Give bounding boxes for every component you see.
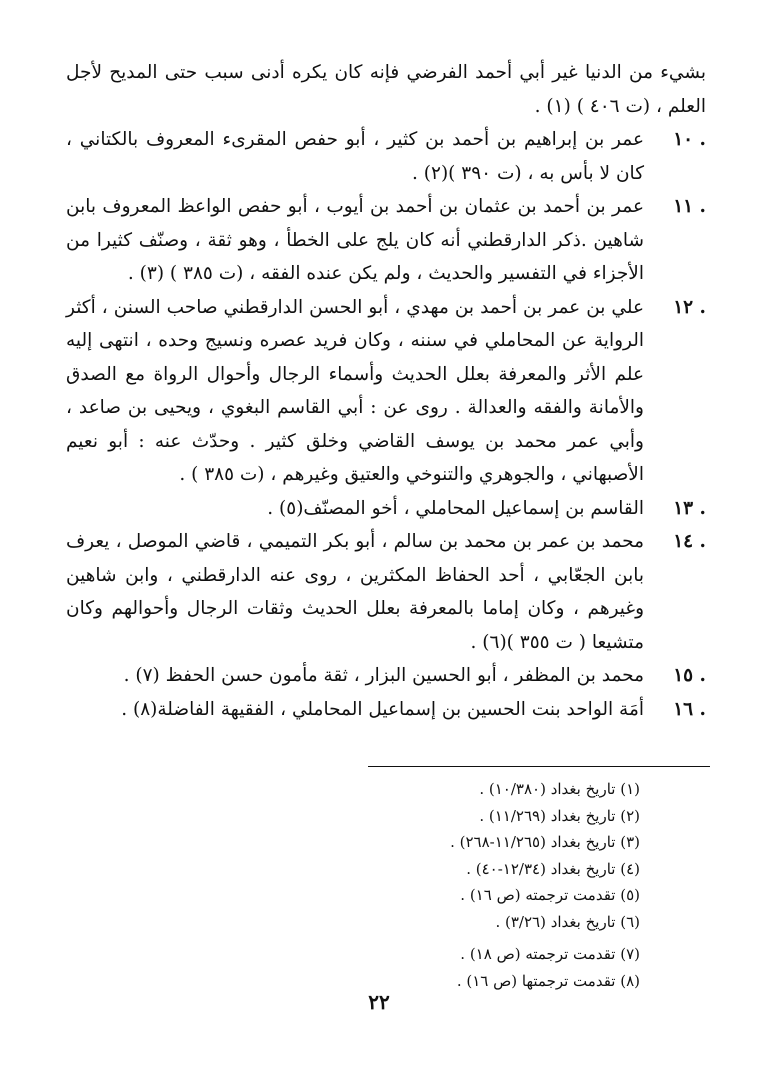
footnote-5: (٥) تقدمت ترجمته (ص ١٦) . xyxy=(460,886,640,904)
footnote-3: (٣) تاريخ بغداد (١١/٢٦٥-٢٦٨) . xyxy=(450,833,640,851)
entry-text: عمر بن أحمد بن عثمان بن أحمد بن أيوب ، أبو حفص الواعظ المعروف بابن شاهين .ذكر الدارقطني أنه كان يلج على الخطأ ، وهو ثقة ، وصنّف كثيرا من الأجزاء في التفسير والحديث ، ولم يكن عنده الفقه ، (ت ٣٨٥ ) (٣) . xyxy=(66,196,644,284)
footnote-1: (١) تاريخ بغداد (١٠/٣٨٠) . xyxy=(479,780,640,798)
footnote-2: (٢) تاريخ بغداد (١١/٢٦٩) . xyxy=(479,806,640,825)
entry-text: عمر بن إبراهيم بن أحمد بن كثير ، أبو حفص المقرىء المعروف بالكتاني ، كان لا بأس به ، (ت ٣٩٠ )(٢) . xyxy=(66,129,644,184)
entry-number: . ١٤ xyxy=(673,531,706,552)
footnote-separator xyxy=(368,766,710,767)
main-text xyxy=(66,56,706,726)
footnotes xyxy=(340,776,640,994)
entry-14 xyxy=(66,525,706,659)
entry-text: محمد بن المظفر ، أبو الحسين البزار ، ثقة مأمون حسن الحفظ (٧) . xyxy=(123,665,644,686)
entry-number: . ١٣ xyxy=(673,497,706,519)
entry-text: القاسم بن إسماعيل المحاملي ، أخو المصنّف(٥) . xyxy=(267,497,644,519)
entry-12 xyxy=(66,291,706,492)
entry-text: أمَة الواحد بنت الحسين بن إسماعيل المحاملي ، الفقيهة الفاضلة(٨) . xyxy=(121,698,644,720)
entry-text: محمد بن عمر بن محمد بن سالم ، أبو بكر التميمي ، قاضي الموصل ، يعرف بابن الجعّابي ، أحد الحفاظ المكثرين ، روى عنه الدارقطني ، وابن شاهين وغيرهم ، وكان إماما بالمعرفة بعلل الحديث وثقات الرجال وأحوالهم وكان متشيعا ( ت ٣٥٥ )(٦) . xyxy=(66,531,644,653)
entry-11 xyxy=(66,190,706,291)
footnote-6: (٦) تاريخ بغداد (٣/٢٦) . xyxy=(495,912,640,931)
entry-16 xyxy=(66,693,706,727)
entry-number: . ١٦ xyxy=(673,698,706,720)
entry-10 xyxy=(66,123,706,190)
entry-text: علي بن عمر بن أحمد بن مهدي ، أبو الحسن الدارقطني صاحب السنن ، أكثر الرواية عن المحاملي في سننه ، وكان فريد عصره ونسيج وحده ، انتهى إليه علم الأثر والمعرفة بعلل الحديث وأسماء الرجال وأحوال الرواة مع الصدق والأمانة والفقه والعدالة . روى عن : أبي القاسم البغوي ، ويحيى بن صاعد ، وأبي عمر محمد بن يوسف القاضي وخلق كثير . وحدّث عنه : أبو نعيم الأصبهاني ، والجوهري والتنوخي والعتيق وغيرهم ، (ت ٣٨٥ ) . xyxy=(66,296,644,485)
footnote-8: (٨) تقدمت ترجمتها (ص ١٦) . xyxy=(456,971,640,990)
entry-number: . ١٠ xyxy=(673,129,706,150)
footnote-4: (٤) تاريخ بغداد (١٢/٣٤-٤٠) . xyxy=(466,859,640,878)
entry-number: . ١١ xyxy=(673,196,706,217)
page-number: ٢٢ xyxy=(368,990,390,1014)
entry-13 xyxy=(66,492,706,526)
footnote-7: (٧) تقدمت ترجمته (ص ١٨) . xyxy=(460,945,640,963)
entry-15 xyxy=(66,659,706,693)
entry-number: . ١٢ xyxy=(673,296,706,318)
intro-paragraph: بشيء من الدنيا غير أبي أحمد الفرضي فإنه كان يكره أدنى سبب حتى المديح لأجل العلم ، (ت ٤٠٦ ) (١) . xyxy=(66,62,706,117)
entry-number: . ١٥ xyxy=(673,665,706,686)
